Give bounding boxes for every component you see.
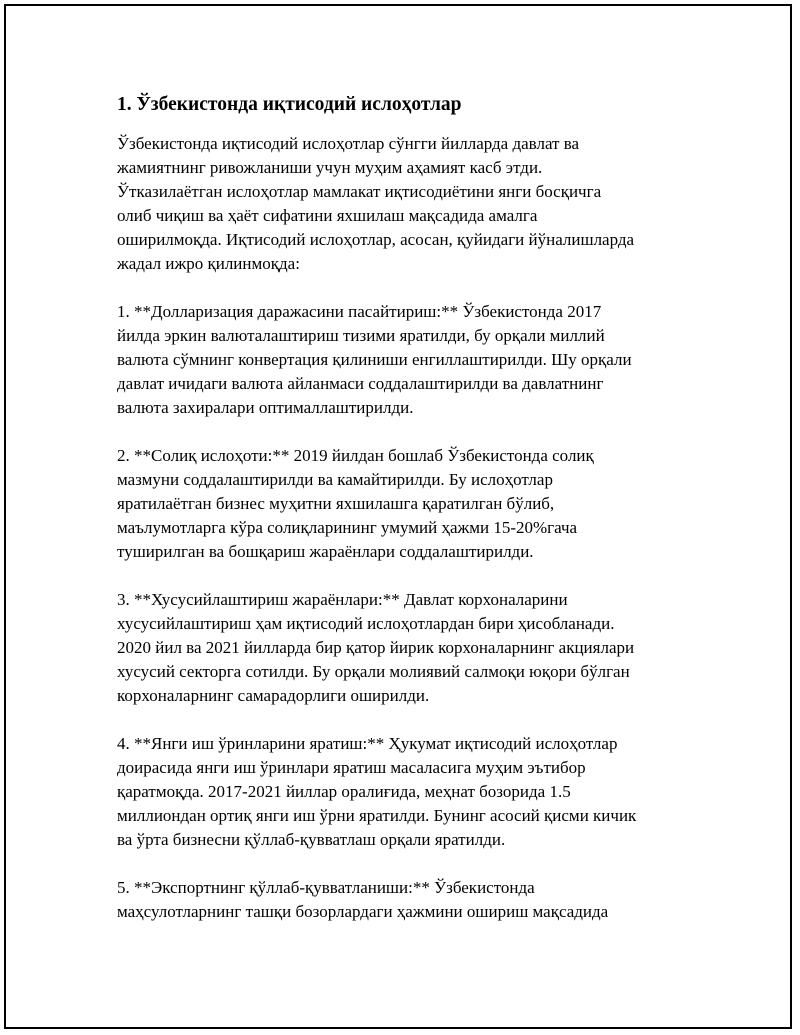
section-heading: 1. Ўзбекистонда иқтисодий ислоҳотлар <box>117 94 462 115</box>
list-item-dollarization: 1. **Долларизация даражасини пасайтириш:** Ўзбекистонда 2017 йилда эркин валюталаштириш тизими яратилди, бу орқали миллий валюта сўмнинг конвертация қилиниши енгиллаштирилди. Шу орқали давлат ичидаги валюта айланмаси соддалаштирилди ва давлатнинг валюта захиралари оптималлаштирилди. <box>117 302 632 417</box>
document-body <box>117 92 697 948</box>
list-item-new-jobs: 4. **Янги иш ўринларини яратиш:** Ҳукумат иқтисодий ислоҳотлар доирасида янги иш ўринлари яратиш масаласига муҳим эътибор қаратмоқда. 2017-2021 йиллар оралиғида, меҳнат бозорида 1.5 миллиондан ортиқ янги иш ўрни яратилди. Бунинг асосий қисми кичик ва ўрта бизнесни қўллаб-қувватлаш орқали яратилди. <box>117 734 637 849</box>
list-item-privatization: 3. **Хусусийлаштириш жараёнлари:** Давлат корхоналарини хусусийлаштириш ҳам иқтисодий ислоҳотлардан бири ҳисобланади. 2020 йил ва 2021 йилларда бир қатор йирик корхоналарнинг акциялари хусусий секторга сотилди. Бу орқали молиявий салмоқи юқори бўлган корхоналарнинг самарадорлиги оширилди. <box>117 590 635 705</box>
intro-paragraph: Ўзбекистонда иқтисодий ислоҳотлар сўнгги йилларда давлат ва жамиятнинг ривожланиши учун муҳим аҳамият касб этди. Ўтказилаётган ислоҳотлар мамлакат иқтисодиётини янги босқичга олиб чиқиш ва ҳаёт сифатини яхшилаш мақсадида амалга оширилмоқда. Иқтисодий ислоҳотлар, асосан, қуйидаги йўналишларда жадал ижро қилинмоқда: <box>117 134 635 273</box>
list-item-export-support: 5. **Экспортнинг қўллаб-қувватланиши:** Ўзбекистонда маҳсулотларнинг ташқи бозорлардаги ҳажмини ошириш мақсадида <box>117 878 609 921</box>
list-item-tax-reform: 2. **Солиқ ислоҳоти:** 2019 йилдан бошлаб Ўзбекистонда солиқ мазмуни соддалаштирилди ва камайтирилди. Бу ислоҳотлар яратилаётган бизнес муҳитни яхшилашга қаратилган бўлиб, маълумотларга кўра солиқларининг умумий ҳажми 15-20%гача туширилган ва бошқариш жараёнлари соддалаштирилди. <box>117 446 594 561</box>
